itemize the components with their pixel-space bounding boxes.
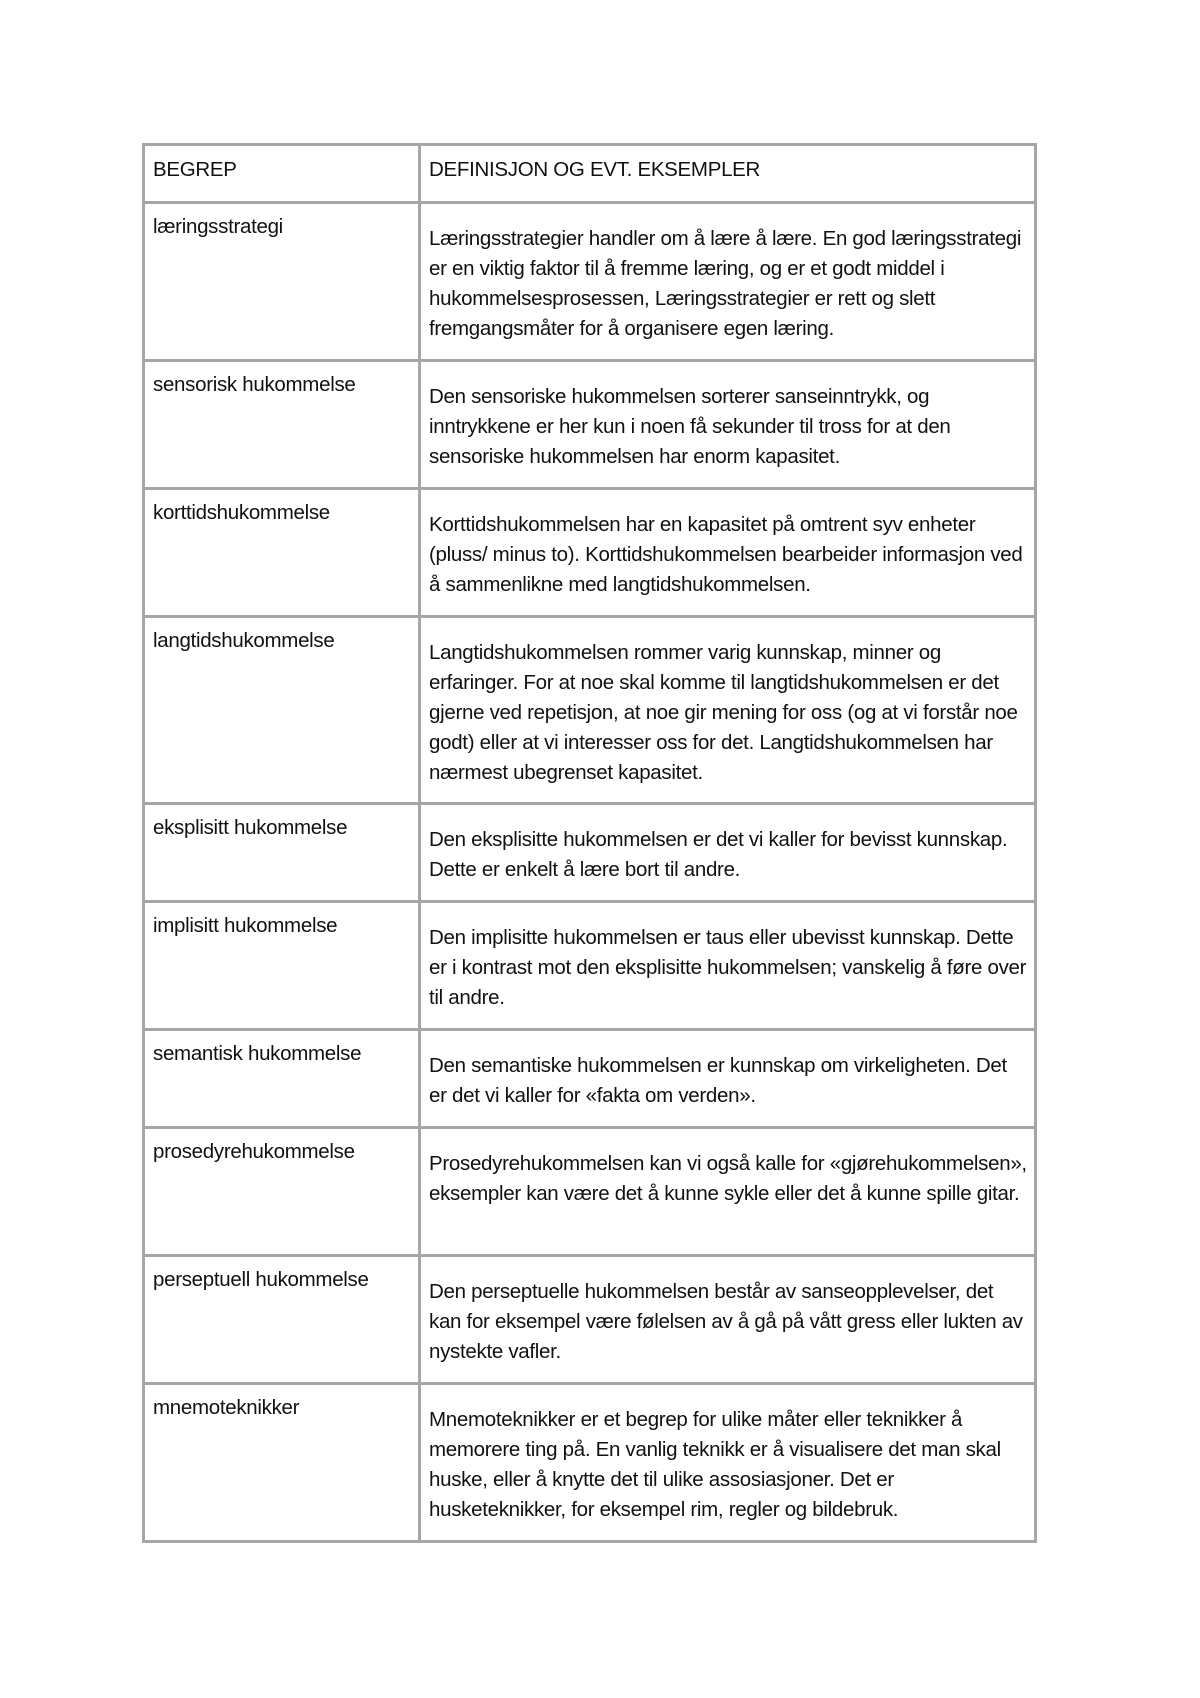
row-definition: Prosedyrehukommelsen kan vi også kalle for «gjørehukommelsen», eksempler kan være det å kunne sykle eller det å kunne spille gitar. [420,1128,1036,1256]
table-row [144,902,1036,1030]
table-row [144,617,1036,804]
row-definition: Mnemoteknikker er et begrep for ulike måter eller teknikker å memorere ting på. En vanlig teknikk er å visualisere det man skal huske, eller å knytte det til ulike assosiasjoner. Det er husketeknikker, for eksempel rim, regler og bildebruk. [420,1384,1036,1542]
row-term: langtidshukommelse [144,617,420,804]
table-row [144,1256,1036,1384]
header-definition: DEFINISJON OG EVT. EKSEMPLER [420,145,1036,203]
table-row [144,1384,1036,1542]
row-definition: Læringsstrategier handler om å lære å lære. En god læringsstrategi er en viktig faktor til å fremme læring, og er et godt middel i hukommelsesprosessen, Læringsstrategier er rett og slett fremgangsmåter for å organisere egen læring. [420,203,1036,361]
definitions-table [142,143,1037,1543]
row-definition: Den implisitte hukommelsen er taus eller ubevisst kunnskap. Dette er i kontrast mot den eksplisitte hukommelsen; vanskelig å føre over til andre. [420,902,1036,1030]
header-term: BEGREP [144,145,420,203]
row-definition: Den perseptuelle hukommelsen består av sanseopplevelser, det kan for eksempel være følelsen av å gå på vått gress eller lukten av nystekte vafler. [420,1256,1036,1384]
row-definition: Korttidshukommelsen har en kapasitet på omtrent syv enheter (pluss/ minus to). Korttidshukommelsen bearbeider informasjon ved å sammenlikne med langtidshukommelsen. [420,489,1036,617]
row-definition: Den sensoriske hukommelsen sorterer sanseinntrykk, og inntrykkene er her kun i noen få sekunder til tross for at den sensoriske hukommelsen har enorm kapasitet. [420,361,1036,489]
table-row [144,489,1036,617]
row-term: korttidshukommelse [144,489,420,617]
table-row [144,203,1036,361]
table-row [144,804,1036,902]
row-term: prosedyrehukommelse [144,1128,420,1256]
table-header-row [144,145,1036,203]
row-term: perseptuell hukommelse [144,1256,420,1384]
row-term: implisitt hukommelse [144,902,420,1030]
table-row [144,361,1036,489]
row-term: sensorisk hukommelse [144,361,420,489]
row-term: semantisk hukommelse [144,1030,420,1128]
row-definition: Langtidshukommelsen rommer varig kunnskap, minner og erfaringer. For at noe skal komme til langtidshukommelsen er det gjerne ved repetisjon, at noe gir mening for oss (og at vi forstår noe godt) eller at vi interesser oss for det. Langtidshukommelsen har nærmest ubegrenset kapasitet. [420,617,1036,804]
row-term: eksplisitt hukommelse [144,804,420,902]
row-definition: Den semantiske hukommelsen er kunnskap om virkeligheten. Det er det vi kaller for «fakta om verden». [420,1030,1036,1128]
row-term: mnemoteknikker [144,1384,420,1542]
row-definition: Den eksplisitte hukommelsen er det vi kaller for bevisst kunnskap. Dette er enkelt å lære bort til andre. [420,804,1036,902]
row-term: læringsstrategi [144,203,420,361]
table-row [144,1128,1036,1256]
table-row [144,1030,1036,1128]
